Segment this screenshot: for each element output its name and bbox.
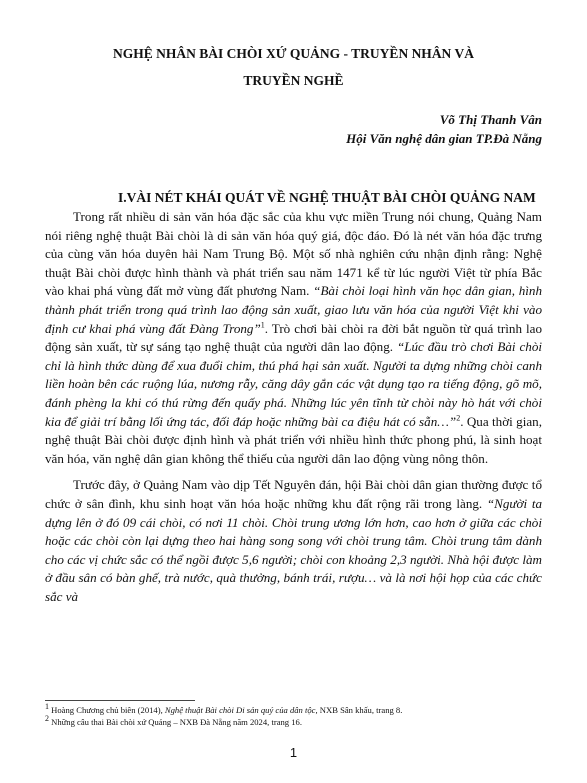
document-title (60, 40, 527, 94)
footnote-2-text: Những câu thai Bài chòi xứ Quảng – NXB Đà Nẵng năm 2024, trang 16. (49, 717, 302, 727)
paragraph-1-text-c: . Qua thời gian, nghệ thuật Bài chòi được định hình và phát triển với nhiều hình thức phong phú, là sinh hoạt văn hóa, văn nghệ dân gian không thể thiếu của người dân lao động vùng nông thôn. (45, 413, 542, 466)
paragraph-1 (45, 208, 542, 468)
footnote-divider (45, 700, 195, 701)
footnote-1 (45, 704, 542, 716)
section-heading: I.VÀI NÉT KHÁI QUÁT VỀ NGHỆ THUẬT BÀI CHÒI QUẢNG NAM (118, 190, 536, 205)
paragraph-2-text-a: Trước đây, ở Quảng Nam vào dịp Tết Nguyên đán, hội Bài chòi dân gian thường được tổ chức ở sân đình, khu sinh hoạt văn hóa hoặc những khu đất rộng rãi trong làng. (45, 477, 542, 511)
footnotes (45, 704, 542, 728)
footnote-1-text-a: Hoàng Chương chủ biên (2014), (49, 705, 165, 715)
title-line-2: TRUYỀN NGHỀ (243, 73, 344, 88)
author-affiliation: Hội Văn nghệ dân gian TP.Đà Nẵng (346, 131, 542, 146)
footnote-1-text-b: , NXB Sân khấu, trang 8. (315, 705, 403, 715)
title-line-1: NGHỆ NHÂN BÀI CHÒI XỨ QUẢNG - TRUYỀN NHÂN VÀ (113, 46, 474, 61)
paragraph-2 (45, 476, 542, 606)
page-number: 1 (289, 745, 298, 760)
footnote-ref-2[interactable]: 2 (456, 413, 461, 423)
footnote-ref-1[interactable]: 1 (260, 320, 265, 330)
paragraph-1-text-b: . Trò chơi bài chòi ra đời bắt nguồn từ quá trình lao động sản xuất, từ sự sáng tạo nghệ thuật của người dân lao động. (45, 320, 542, 355)
footnote-1-number: 1 (45, 702, 49, 712)
paragraph-1-quote-a: “Bài chòi loại hình văn học dân gian, hình thành phát triển trong quá trình lao động sản xuất, giao lưu văn hóa của người Việt khi vào định cư khai phá vùng đất Đàng Trong” (45, 283, 542, 336)
body-text (45, 208, 542, 606)
footnote-1-book-title: Nghệ thuật Bài chòi Di sản quý của dân tộc (164, 705, 316, 715)
footnote-2 (45, 716, 542, 728)
author-name: Võ Thị Thanh Vân (439, 112, 542, 127)
author-block (346, 110, 542, 148)
footnote-2-number: 2 (45, 714, 49, 724)
paragraph-2-quote-a: “Người ta dựng lên ở đó 09 cái chòi, có nơi 11 chòi. Chòi trung ương lớn hơn, cao hơn ở giữa các chòi hoặc các chòi còn lại dựng theo hai hàng song song với chòi trung tâm. Chòi trung tâm dành cho các vị chức sắc có thể ngồi được 5,6 người; chòi con khoảng 2,3 người. Nhà hội được làm ở đầu sân có bàn ghế, trà nước, quà thưởng, bánh trái, rượu… và là nơi hội họp của các chức sắc và (45, 495, 542, 604)
paragraph-1-quote-b: “Lúc đầu trò chơi Bài chòi chỉ là hình thức dùng để xua đuổi chim, thú phá hại sản xuất. Người ta dựng những chòi canh liền hoàn bên các ruộng lúa, nương rẫy, căng dây gắn các vật dụng tạo ra tiếng động, gõ mõ, đánh phèng la khi có thú rừng đến quấy phá. Những lúc yên tĩnh từ chòi này hò hát với chòi kia để giải trí bằng lối ứng tác, đối đáp hoặc những bài ca điệu hát có sẵn…” (45, 339, 543, 429)
paragraph-1-text-a: Trong rất nhiều di sản văn hóa đặc sắc của khu vực miền Trung nói chung, Quảng Nam nói riêng nghệ thuật Bài chòi là di sản văn hóa quý giá, độc đáo. Đó là nét văn hóa đặc trưng của cùng văn hóa duyên hải Nam Trung Bộ. Một số nhà nghiên cứu nhận định rằng: Nghệ thuật Bài chòi được hình thành và phát triển sau năm 1471 kể từ lúc người Việt từ phía Bắc vào khai phá vùng đất mở vùng đất phương Nam. (45, 209, 542, 299)
